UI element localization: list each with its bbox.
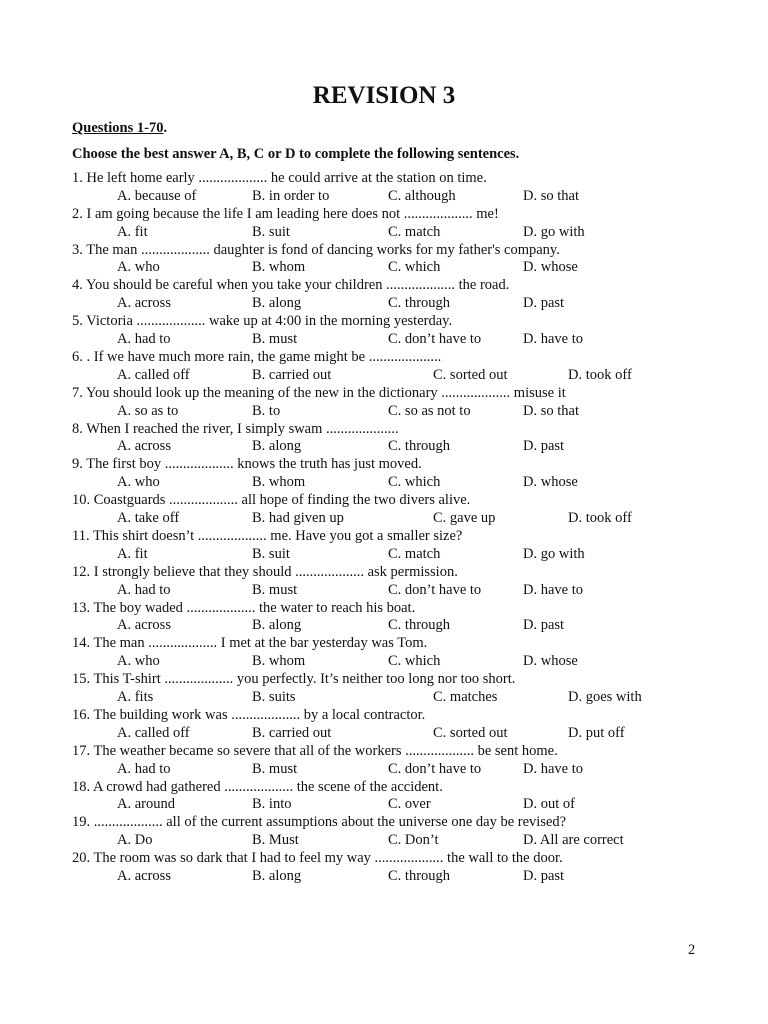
answer-options [72, 546, 712, 564]
question-stem: 3. The man ................... daughter is fond of dancing works for my father's company. [72, 241, 560, 258]
answer-option-a: A. across [117, 438, 171, 455]
question-stem: 11. This shirt doesn’t ................... me. Have you got a smaller size? [72, 527, 463, 544]
answer-option-b: B. Must [252, 832, 299, 849]
answer-option-d: D. have to [523, 331, 583, 348]
answer-options [72, 582, 712, 600]
answer-option-a: A. fit [117, 223, 148, 240]
answer-option-a: A. who [117, 259, 160, 276]
answer-option-d: D. go with [523, 545, 585, 562]
answer-option-d: D. past [523, 438, 565, 455]
answer-option-c: C. through [388, 295, 451, 312]
answer-option-c: C. which [388, 653, 441, 670]
answer-option-b: B. along [252, 617, 302, 634]
answer-option-d: D. so that [523, 187, 579, 204]
answer-option-c: C. which [388, 474, 441, 491]
question-stem: 13. The boy waded ................... the water to reach his boat. [72, 599, 416, 616]
answer-option-b: B. to [252, 402, 281, 419]
question-stem: 17. The weather became so severe that all of the workers ................... be sent home. [72, 742, 558, 759]
question-stem: 14. The man ................... I met at the bar yesterday was Tom. [72, 635, 428, 652]
page-number: 2 [688, 942, 696, 958]
answer-option-d: D. took off [568, 510, 632, 527]
answer-options [72, 725, 712, 743]
answer-option-c: C. match [388, 223, 441, 240]
answer-option-b: B. carried out [252, 724, 332, 741]
question-item [72, 779, 712, 815]
answer-options [72, 868, 712, 886]
answer-option-b: B. had given up [252, 510, 344, 527]
answer-option-d: D. have to [523, 760, 583, 777]
answer-option-c: C. gave up [433, 510, 496, 527]
answer-option-d: D. whose [523, 474, 578, 491]
answer-option-a: A. had to [117, 581, 171, 598]
question-stem: 10. Coastguards ................... all hope of finding the two divers alive. [72, 492, 471, 509]
answer-option-d: D. whose [523, 259, 578, 276]
answer-option-d: D. out of [523, 796, 575, 813]
question-item [72, 313, 712, 349]
questions-heading-suffix: . [163, 120, 168, 136]
answer-options [72, 438, 712, 456]
answer-option-d: D. put off [568, 724, 625, 741]
question-stem: 7. You should look up the meaning of the new in the dictionary ................... misuse it [72, 384, 566, 401]
page-title: REVISION 3 [312, 82, 456, 109]
answer-option-c: C. over [388, 796, 431, 813]
question-item [72, 242, 712, 278]
question-item [72, 421, 712, 457]
answer-option-c: C. don’t have to [388, 760, 482, 777]
answer-option-a: A. around [117, 796, 175, 813]
answer-option-c: C. don’t have to [388, 581, 482, 598]
answer-option-c: C. so as not to [388, 402, 471, 419]
answer-options [72, 224, 712, 242]
instruction-text: Choose the best answer A, B, C or D to complete the following sentences. [72, 146, 520, 162]
question-item [72, 564, 712, 600]
question-item [72, 707, 712, 743]
answer-option-d: D. past [523, 617, 565, 634]
answer-option-b: B. suit [252, 223, 290, 240]
answer-option-d: D. goes with [568, 689, 642, 706]
answer-option-a: A. across [117, 868, 171, 885]
question-stem: 6. . If we have much more rain, the game might be .................... [72, 348, 442, 365]
question-item [72, 277, 712, 313]
question-item [72, 814, 712, 850]
answer-option-c: C. through [388, 438, 451, 455]
answer-option-d: D. go with [523, 223, 585, 240]
answer-option-a: A. take off [117, 510, 180, 527]
answer-option-c: C. although [388, 187, 456, 204]
answer-option-a: A. had to [117, 331, 171, 348]
answer-option-a: A. fits [117, 689, 154, 706]
answer-option-b: B. suit [252, 545, 290, 562]
answer-option-b: B. along [252, 868, 302, 885]
answer-option-a: A. because of [117, 187, 197, 204]
answer-options [72, 331, 712, 349]
question-list [72, 170, 712, 886]
answer-option-c: C. which [388, 259, 441, 276]
question-item [72, 635, 712, 671]
answer-option-c: C. matches [433, 689, 498, 706]
answer-options [72, 510, 712, 528]
question-stem: 12. I strongly believe that they should ................... ask permission. [72, 563, 458, 580]
answer-option-d: D. took off [568, 366, 632, 383]
answer-option-c: C. through [388, 868, 451, 885]
question-item [72, 385, 712, 421]
question-stem: 4. You should be careful when you take your children ................... the road. [72, 277, 510, 294]
answer-options [72, 188, 712, 206]
answer-options [72, 617, 712, 635]
question-stem: 19. ................... all of the current assumptions about the universe one day be revised? [72, 814, 567, 831]
question-stem: 5. Victoria ................... wake up at 4:00 in the morning yesterday. [72, 313, 453, 330]
answer-options [72, 295, 712, 313]
answer-option-a: A. who [117, 474, 160, 491]
question-stem: 9. The first boy ................... knows the truth has just moved. [72, 456, 422, 473]
answer-option-b: B. carried out [252, 366, 332, 383]
answer-option-b: B. must [252, 581, 298, 598]
question-item [72, 528, 712, 564]
question-item [72, 206, 712, 242]
answer-option-a: A. across [117, 295, 171, 312]
answer-options [72, 689, 712, 707]
answer-option-a: A. had to [117, 760, 171, 777]
question-stem: 8. When I reached the river, I simply swam .................... [72, 420, 399, 437]
question-stem: 2. I am going because the life I am leading here does not ................... me! [72, 205, 499, 222]
questions-heading [72, 119, 167, 137]
answer-option-c: C. through [388, 617, 451, 634]
question-stem: 20. The room was so dark that I had to feel my way ................... the wall to the door. [72, 850, 563, 867]
question-item [72, 743, 712, 779]
questions-heading-text: Questions 1-70 [72, 120, 164, 136]
answer-options [72, 403, 712, 421]
answer-option-d: D. past [523, 295, 565, 312]
question-stem: 1. He left home early ................... he could arrive at the station on time. [72, 170, 487, 186]
answer-option-a: A. called off [117, 724, 190, 741]
answer-option-b: B. along [252, 295, 302, 312]
answer-options [72, 796, 712, 814]
answer-option-b: B. whom [252, 474, 306, 491]
answer-option-c: C. Don’t [388, 832, 439, 849]
answer-option-a: A. so as to [117, 402, 179, 419]
answer-option-b: B. whom [252, 653, 306, 670]
question-item [72, 492, 712, 528]
question-item [72, 456, 712, 492]
question-item [72, 600, 712, 636]
answer-option-c: C. match [388, 545, 441, 562]
question-item [72, 170, 712, 206]
answer-option-a: A. across [117, 617, 171, 634]
answer-option-a: A. Do [117, 832, 153, 849]
answer-option-d: D. past [523, 868, 565, 885]
answer-option-b: B. must [252, 760, 298, 777]
answer-option-c: C. sorted out [433, 366, 508, 383]
answer-option-b: B. into [252, 796, 292, 813]
question-stem: 16. The building work was ................... by a local contractor. [72, 706, 426, 723]
answer-options [72, 367, 712, 385]
answer-option-b: B. along [252, 438, 302, 455]
answer-option-d: D. so that [523, 402, 579, 419]
answer-option-b: B. must [252, 331, 298, 348]
answer-option-a: A. called off [117, 366, 190, 383]
answer-option-d: D. whose [523, 653, 578, 670]
question-item [72, 349, 712, 385]
question-stem: 18. A crowd had gathered ................... the scene of the accident. [72, 778, 443, 795]
answer-option-d: D. have to [523, 581, 583, 598]
answer-options [72, 653, 712, 671]
answer-option-c: C. sorted out [433, 724, 508, 741]
answer-option-b: B. suits [252, 689, 296, 706]
answer-option-a: A. fit [117, 545, 148, 562]
answer-options [72, 761, 712, 779]
answer-option-a: A. who [117, 653, 160, 670]
answer-options [72, 474, 712, 492]
question-item [72, 671, 712, 707]
answer-options [72, 259, 712, 277]
answer-option-d: D. All are correct [523, 832, 624, 849]
answer-option-b: B. in order to [252, 187, 330, 204]
question-item [72, 850, 712, 886]
answer-options [72, 832, 712, 850]
question-stem: 15. This T-shirt ................... you perfectly. It’s neither too long nor too short. [72, 671, 516, 688]
answer-option-c: C. don’t have to [388, 331, 482, 348]
answer-option-b: B. whom [252, 259, 306, 276]
